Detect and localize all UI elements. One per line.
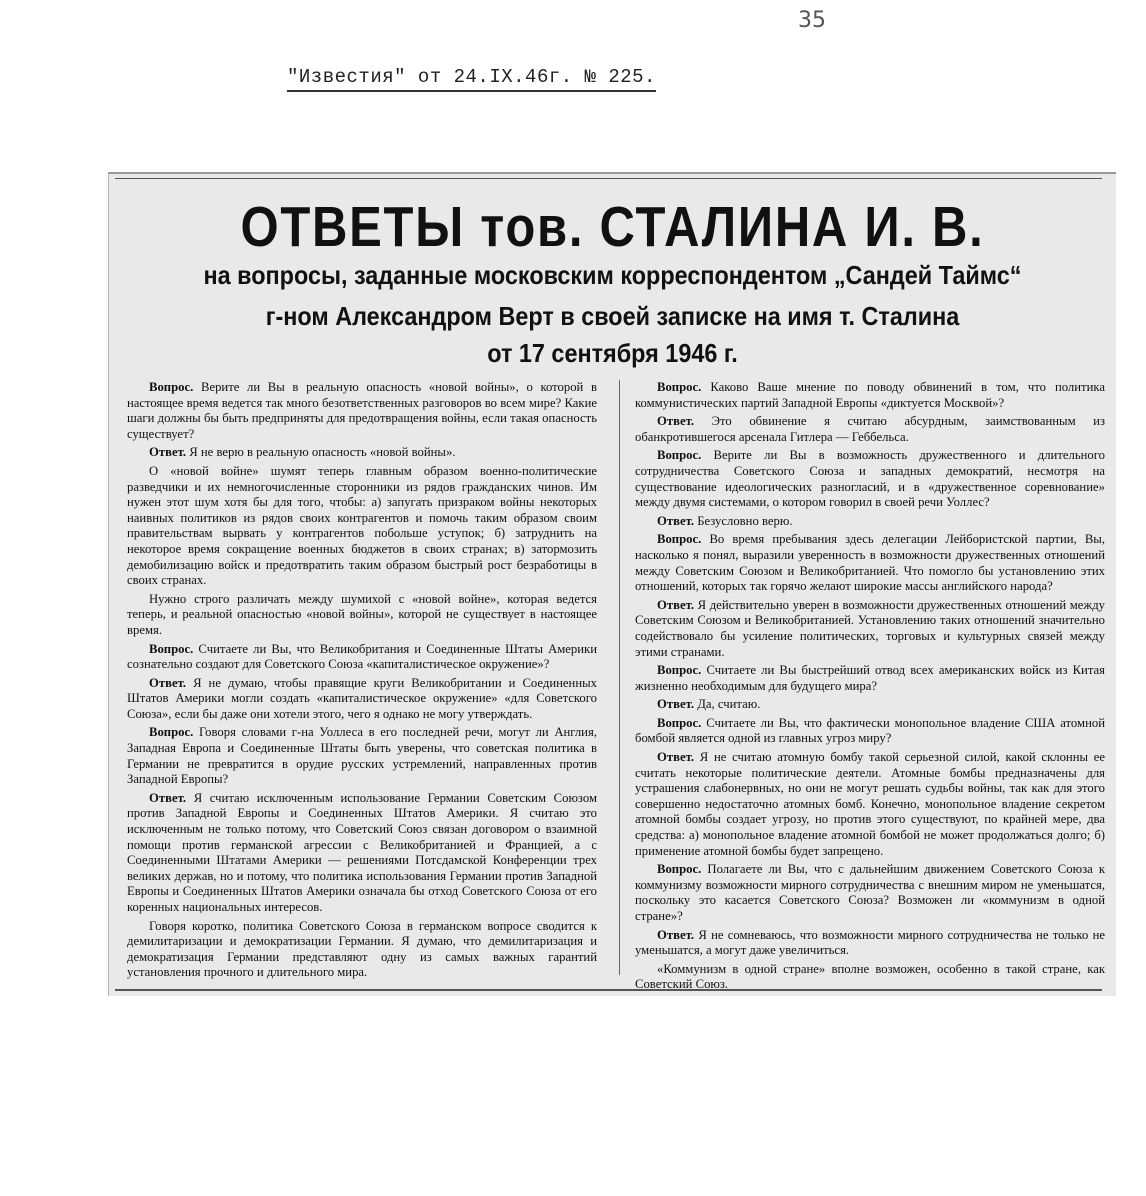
paragraph: «Коммунизм в одной стране» вполне возможен, особенно в такой стране, как Советский Союз. [635, 961, 1105, 992]
paragraph: Вопрос. Каково Ваше мнение по поводу обвинений в том, что политика коммунистических партий Западной Европы «диктуется Москвой»? [635, 380, 1105, 410]
right-column [635, 380, 1105, 996]
headline-title: ОТВЕТЫ тов. СТАЛИНА И. В. [240, 195, 985, 259]
column-divider [619, 380, 620, 975]
left-column [127, 380, 597, 984]
paragraph: Вопрос. Во время пребывания здесь делегации Лейбористской партии, Вы, насколько я понял, выразили уверенность в возможности дружественных отношений между Советским Союзом и Великобританией. Что помогло бы установлению этих отношений, которых так горячо желают широкие массы английского народа? [635, 532, 1105, 594]
paragraph: Ответ. Я не считаю атомную бомбу такой серьезной силой, какой склонны ее считать некоторые политические деятели. Атомные бомбы предназначены для устрашения слабонервных, но они не могут решать судьбы войны, так как для этого совершенно недостаточно атомных бомб. Конечно, монопольное владение секретом атомной бомбы создает угрозу, но против этого существуют, по крайней мере, два средства: а) монопольное владение атомной бомбой не может продолжаться долго; б) применение атомной бомбы будет запрещено. [635, 750, 1105, 858]
paragraph: Ответ. Безусловно верю. [657, 513, 793, 528]
paragraph: Ответ. Я не думаю, чтобы правящие круги Великобритании и Соединенных Штатов Америки могли создать «капиталистическое окружение» «для Советского Союза», если бы даже они хотели этого, чего я однако не могу утверждать. [127, 675, 597, 721]
paragraph: Вопрос. Верите ли Вы в возможность дружественного и длительного сотрудничества Советского Союза и западных демократий, несмотря на существование идеологических разногласий, и в «дружественное соревнование» между двумя системами, о котором говорил в своей речи Уоллес? [635, 448, 1105, 510]
page-number: 35 [798, 8, 826, 33]
paragraph: Ответ. Это обвинение я считаю абсурдным, заимствованным из обанкротившегося арсенала Гитлера — Геббельса. [635, 414, 1105, 444]
bottom-rule [115, 989, 1102, 991]
top-rule [115, 178, 1102, 179]
paragraph: Нужно строго различать между шумихой с «новой войне», которая ведется теперь, и реальной опасностью «новой войны», которой не существует в настоящее время. [127, 591, 597, 637]
paragraph: Вопрос. Полагаете ли Вы, что с дальнейшим движением Советского Союза к коммунизму возможности мирного сотрудничества с внешним миром не уменьшатся, поскольку это касается Советского Союза? Возможен ли «коммунизм в одной стране»? [635, 862, 1105, 923]
paragraph: Ответ. Я не верю в реальную опасность «новой войны». [149, 445, 456, 460]
paragraph: Вопрос. Считаете ли Вы, что фактически монопольное владение США атомной бомбой является одной из главных угроз миру? [635, 715, 1105, 746]
headline-subtitle-line-2: г-ном Александром Верт в своей записке на имя т. Сталина [265, 301, 960, 331]
paragraph: Ответ. Да, считаю. [657, 697, 761, 712]
paragraph: Говоря коротко, политика Советского Союза в германском вопросе сводится к демилитаризации и демократизации Германии. Я думаю, что демилитаризация и демократизация Германии представляют одну из самых важных гарантий установления прочного и длительного мира. [127, 918, 597, 980]
paragraph: Ответ. Я не сомневаюсь, что возможности мирного сотрудничества не только не уменьшатся, а могут даже увеличиться. [635, 927, 1105, 958]
newspaper-clipping [108, 172, 1116, 996]
source-citation: "Известия" от 24.IX.46г. № 225. [287, 66, 656, 92]
paragraph: Вопрос. Верите ли Вы в реальную опасность «новой войны», о которой в настоящее время ведется так много безответственных разговоров во всем мире? Какие шаги должны бы быть предприняты для предотвращения войны, если такая опасность существует? [127, 380, 597, 441]
paragraph: Ответ. Я действительно уверен в возможности дружественных отношений между Советским Союзом и Великобританией. Установлению таких отношений значительно содействовало бы усиление политических, торговых и культурных связей между этими странами. [635, 597, 1105, 659]
paragraph: Ответ. Я считаю исключенным использование Германии Советским Союзом против Западной Европы и Соединенных Штатов Америки. Я считаю это исключенным не только потому, что Советский Союз связан договором о взаимной помощи против германской агрессии с Великобританией и Францией, а с Соединенными Штатами Америки — решениями Потсдамской Конференции трех великих держав, но и потому, что политика использования Германии против Западной Европы и Соединенных Штатов Америки означала бы отход Советского Союза от его коренных национальных интересов. [127, 790, 597, 914]
paragraph: Вопрос. Говоря словами г-на Уоллеса в его последней речи, могут ли Англия, Западная Европа и Соединенные Штаты быть уверены, что советская политика в Германии не превратится в орудие русских устремлений, направленных против Западной Европы? [127, 725, 597, 787]
paragraph: Вопрос. Считаете ли Вы, что Великобритания и Соединенные Штаты Америки сознательно создают для Советского Союза «капиталистическое окружение»? [127, 641, 597, 672]
headline-subtitle-line-1: на вопросы, заданные московским корреспондентом „Сандей Таймс“ [203, 260, 1022, 290]
headline-date: от 17 сентября 1946 г. [487, 338, 738, 368]
paragraph: Вопрос. Считаете ли Вы быстрейший отвод всех американских войск из Китая жизненно необходимым для будущего мира? [635, 663, 1105, 693]
paragraph: О «новой войне» шумят теперь главным образом военно-политические разведчики и их немногочисленные сторонники из рядов гражданских чинов. Им нужен этот шум хотя бы для того, чтобы: а) запугать призраком войны некоторых наивных политиков из рядов своих контрагентов и помочь таким образом своим правительствам вырвать у контрагентов побольше уступок; б) затруднить на некоторое время сокращение военных бюджетов в своих странах; в) затормозить демобилизацию войск и предотвратить таким образом быстрый рост безработицы в своих странах. [127, 463, 597, 588]
